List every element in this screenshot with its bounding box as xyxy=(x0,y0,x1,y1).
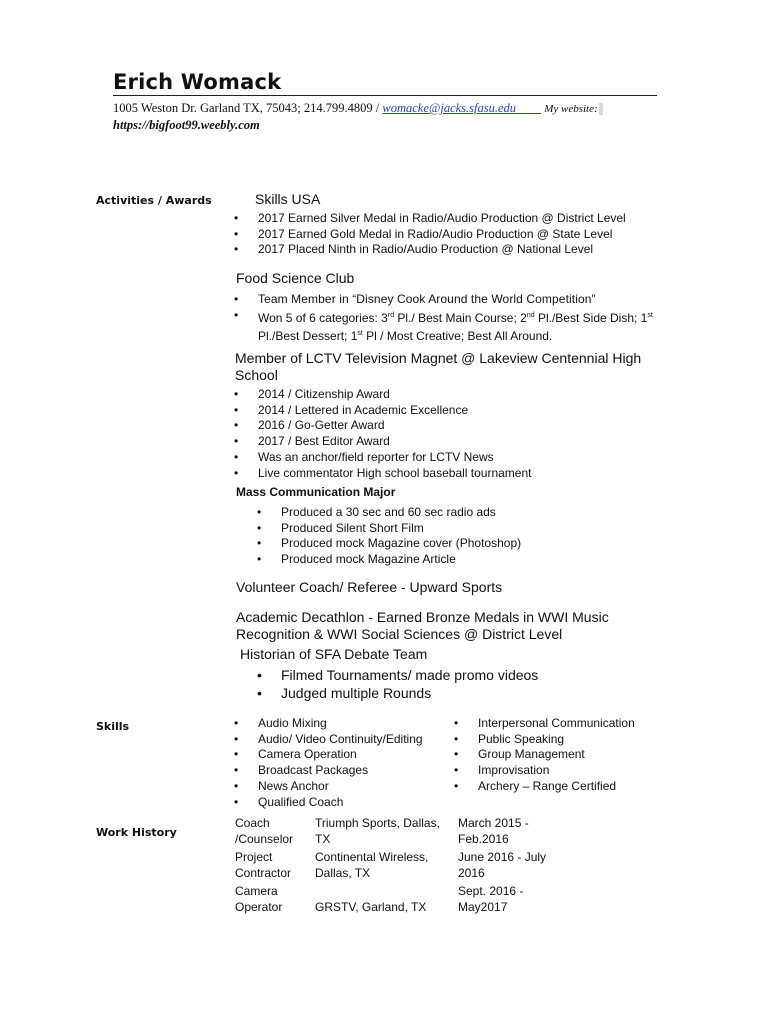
email-link[interactable]: womacke@jacks.sfasu.edu xyxy=(382,101,517,115)
skills-list-left xyxy=(234,716,449,810)
list-item: • Live commentator High school baseball tournament xyxy=(234,466,674,482)
list-item: • Broadcast Packages xyxy=(234,763,449,779)
lctv-list xyxy=(234,387,674,481)
work-role: Camera Operator xyxy=(235,884,283,914)
skills-section-label: Skills xyxy=(96,720,130,733)
activities-section-label: Activities / Awards xyxy=(96,194,212,207)
list-item: • Filmed Tournaments/ made promo videos xyxy=(257,666,657,684)
work-role: Project Contractor xyxy=(235,850,292,880)
website-link[interactable]: https://bigfoot99.weebly.com xyxy=(113,118,260,132)
work-employer: GRSTV, Garland, TX xyxy=(315,899,427,914)
work-history-section-label: Work History xyxy=(96,826,177,839)
list-item: • Won 5 of 6 categories: 3rd Pl./ Best Main Course; 2nd Pl./Best Side Dish; 1st Pl./Best Dessert; 1st Pl / Most Creative; Best All Around. xyxy=(234,308,682,345)
list-item: • 2017 / Best Editor Award xyxy=(234,434,674,450)
work-dates: June 2016 - July 2016 xyxy=(458,850,547,880)
mass-comm-title: Mass Communication Major xyxy=(236,485,396,499)
debate-title: Historian of SFA Debate Team xyxy=(240,646,428,662)
list-item: • News Anchor xyxy=(234,779,449,795)
text-cursor xyxy=(599,103,603,115)
skills-usa-list xyxy=(234,211,674,258)
list-item: • Produced mock Magazine Article xyxy=(257,552,657,568)
food-science-title: Food Science Club xyxy=(236,270,355,286)
list-item: • Audio Mixing xyxy=(234,716,449,732)
list-item: • Produced Silent Short Film xyxy=(257,521,657,537)
list-item: • Was an anchor/field reporter for LCTV News xyxy=(234,450,674,466)
list-item: • Produced a 30 sec and 60 sec radio ads xyxy=(257,505,657,521)
list-item: • Produced mock Magazine cover (Photoshop) xyxy=(257,536,657,552)
list-item: • 2017 Earned Silver Medal in Radio/Audio Production @ District Level xyxy=(234,211,674,227)
work-dates: March 2015 - Feb.2016 xyxy=(458,816,529,846)
list-item: • 2014 / Lettered in Academic Excellence xyxy=(234,403,674,419)
list-item: • Audio/ Video Continuity/Editing xyxy=(234,732,449,748)
website-label: My website: xyxy=(544,103,598,115)
list-item: • 2017 Placed Ninth in Radio/Audio Production @ National Level xyxy=(234,242,674,258)
skills-list-right xyxy=(454,716,684,795)
list-item: • 2016 / Go-Getter Award xyxy=(234,418,674,434)
list-item: • Camera Operation xyxy=(234,747,449,763)
list-item: • Team Member in “Disney Cook Around the World Competition” xyxy=(234,292,682,308)
mass-comm-list xyxy=(257,505,657,568)
work-role: Coach /Counselor xyxy=(235,816,294,846)
list-item: • Judged multiple Rounds xyxy=(257,684,657,702)
volunteer-entry: Volunteer Coach/ Referee - Upward Sports xyxy=(236,579,503,595)
header-rule xyxy=(113,95,657,96)
list-item: • Improvisation xyxy=(454,763,684,779)
debate-list xyxy=(257,666,657,702)
lctv-title: Member of LCTV Television Magnet @ Lakeview Centennial High School xyxy=(235,350,642,383)
food-science-list xyxy=(234,292,682,345)
list-item: • Qualified Coach xyxy=(234,795,449,811)
contact-line xyxy=(113,100,673,133)
skills-usa-title: Skills USA xyxy=(255,191,321,207)
work-employer: Continental Wireless, Dallas, TX xyxy=(315,850,429,880)
decathlon-entry: Academic Decathlon - Earned Bronze Medals in WWI Music Recognition & WWI Social Sciences @ District Level xyxy=(236,609,609,642)
list-item: • Group Management xyxy=(454,747,684,763)
address-text: 1005 Weston Dr. Garland TX, 75043; 214.799.4809 / xyxy=(113,101,380,115)
list-item: • Archery – Range Certified xyxy=(454,779,684,795)
list-item: • 2014 / Citizenship Award xyxy=(234,387,674,403)
applicant-name: Erich Womack xyxy=(113,70,282,94)
list-item: • Public Speaking xyxy=(454,732,684,748)
work-employer: Triumph Sports, Dallas, TX xyxy=(315,816,440,846)
list-item: • 2017 Earned Gold Medal in Radio/Audio Production @ State Level xyxy=(234,227,674,243)
work-dates: Sept. 2016 - May2017 xyxy=(458,884,524,914)
list-item: • Interpersonal Communication xyxy=(454,716,684,732)
